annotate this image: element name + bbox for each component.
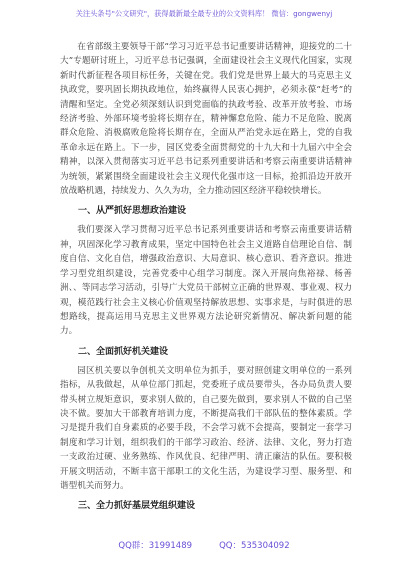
section-heading-3: 三、全力抓好基层党组织建设 — [78, 501, 196, 512]
document-body — [60, 40, 352, 518]
intro-paragraph: 在省部级主要领导干部“学习习近平总书记重要讲话精神，迎接党的二十大”专题研讨班上，习近平总书记强调，全面建设社会主义现代化国家，实现新时代新征程各项目标任务，关键在党。我们党是世界上最大的马克思主义执政党，要巩固长期执政地位，始终赢得人民衷心拥护，必须永葆“赶考”的清醒和坚定。全党必须深刻认识到党面临的执政考验、改革开放考验、市场经济考验、外部环境考验将长期存在，精神懈怠危险、能力不足危险、脱离群众危险、消极腐败危险将长期存在，全面从严治党永远在路上，党的自我革命永远在路上。下一步，园区党委全面贯彻党的十九大和十九届六中全会精神，以深入贯彻落实习近平总书记系列重要讲话和考察云南重要讲话精神为统领，紧紧围绕全面建设社会主义现代化强市这一目标，抢抓沿边开放开放战略机遇，持续发力、久久为功，全力推动园区经济平稳较快增长。 — [60, 42, 352, 197]
contact-footer — [0, 538, 408, 554]
section-heading-1: 一、从严抓好思想政治建设 — [78, 206, 187, 217]
section-body-2: 园区机关要以争创机关文明单位为抓手，要对照创建文明单位的一系列指标，从我做起，从单位部门抓起，党委班子成员要带头，各办局负责人要带头树立规矩意识，要求别人做的，自己要先做到，要求别人不做的自己坚决不做。要加大干部教育培训力度，不断提高我们干部队伍的整体素质。学习是提升我们自身素质的必要手段，不会学习就不会提高，要制定一套学习制度和学习计划，组织我们的干部学习政治、经济、法律、文化，努力打造一支政治过硬、业务熟练、作风优良、纪律严明、清正廉洁的队伍。要积极开展文明活动，不断丰富干部职工的文化生活，为建设学习型、服务型、和谐型机关而努力。 — [60, 365, 352, 491]
qq-contact: QQ：535304092 — [219, 541, 290, 551]
qq-group: QQ群：31991489 — [118, 541, 193, 551]
section-body-1: 我们要深入学习贯彻习近平总书记系列重要讲话和考察云南重要讲话精神，巩固深化学习教育成果，坚定中国特色社会主义道路自信理论自信、制度自信、文化自信，增强政治意识、大局意识、核心意识、看齐意识。推进学习型党组织建设，完善党委中心组学习制度。深入开展向焦裕禄、杨善洲、、等同志学习活动，引导广大党员干部树立正确的世界观、事业观、权力观，模范践行社会主义核心价值观坚持解放思想、实事求是，与时俱进的思想路线，提高运用马克思主义世界观方法论研究新情况、解决新问题的能力。 — [60, 225, 352, 337]
section-heading-2: 二、全面抓好机关建设 — [78, 346, 169, 357]
promo-banner: 关注头条号"公文研究"，获得最新最全最专业的公文资料库！ 微信：gongwenyj — [75, 9, 333, 18]
